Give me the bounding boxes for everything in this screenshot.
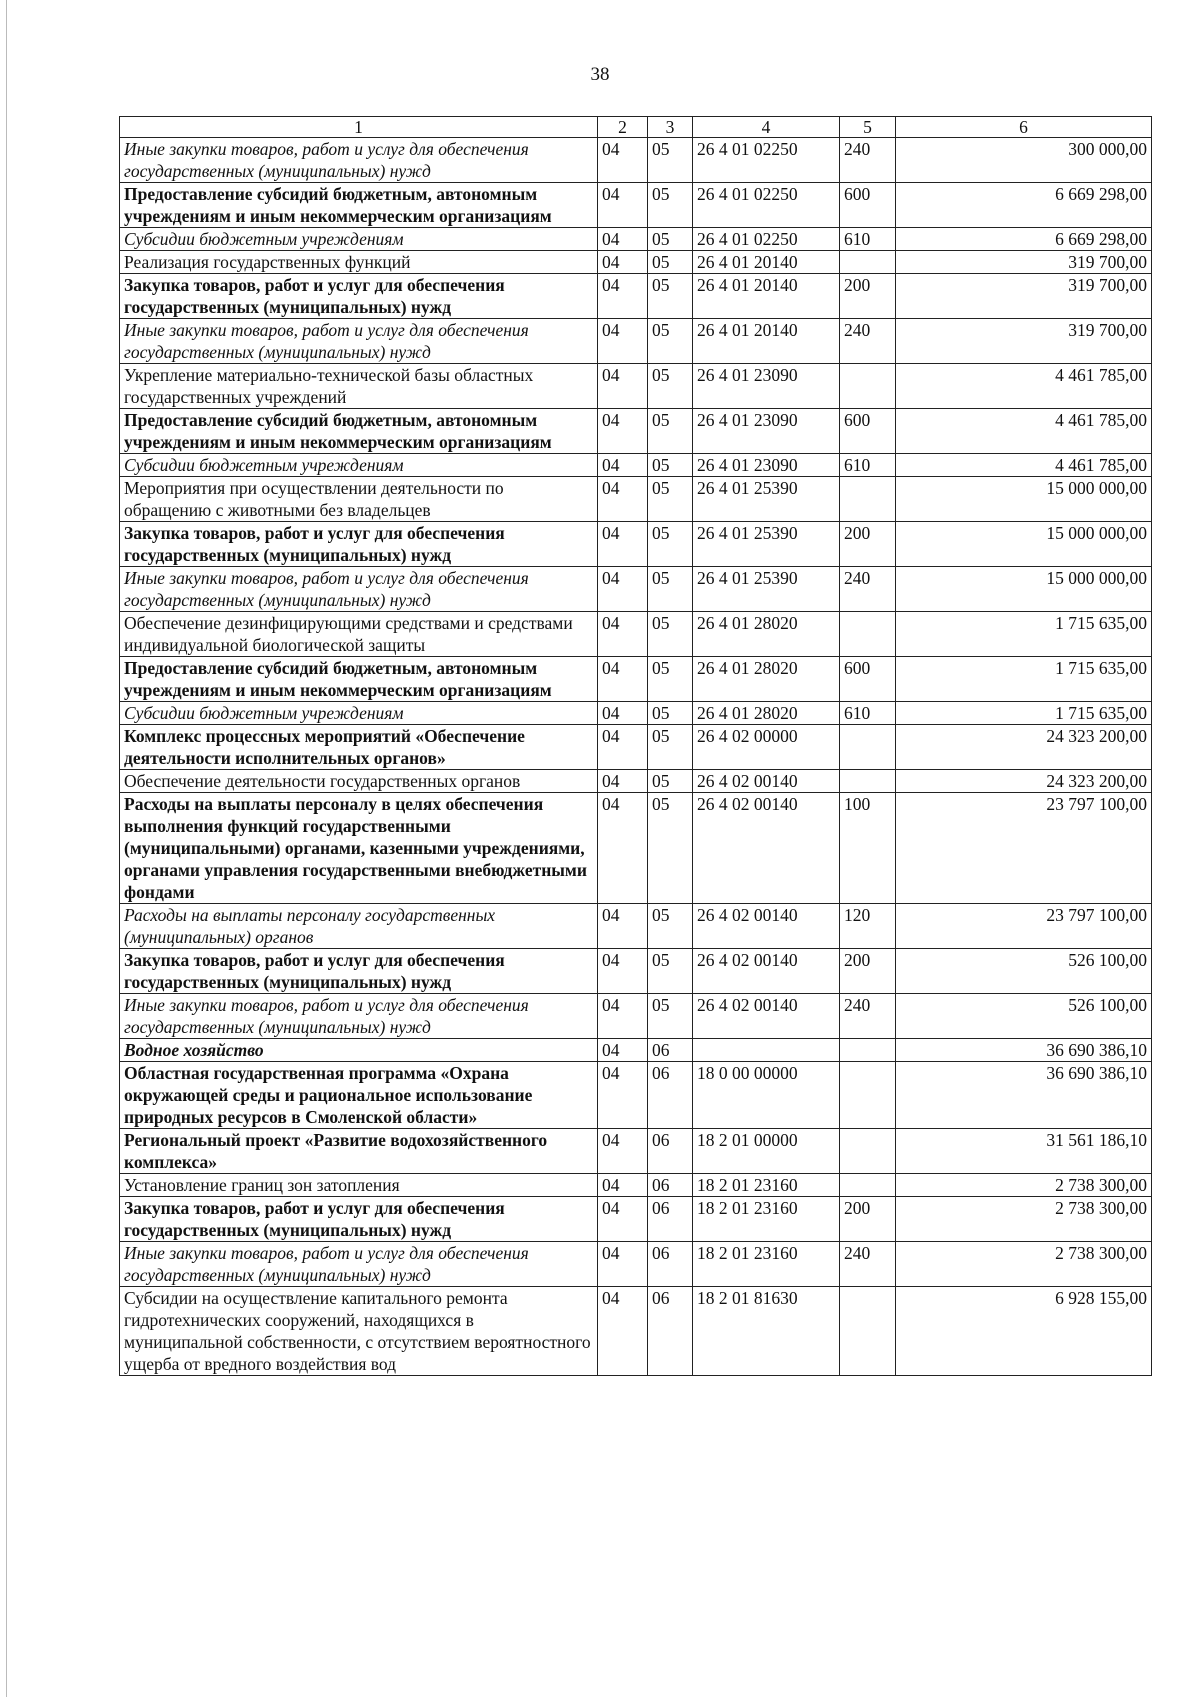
- row-subsection-cell: 06: [648, 1242, 693, 1287]
- row-section-cell: 04: [598, 228, 648, 251]
- row-amount-cell: 319 700,00: [896, 251, 1152, 274]
- row-name-cell: Предоставление субсидий бюджетным, автономным учреждениям и иным некоммерческим организациям: [120, 183, 598, 228]
- row-amount-cell: 6 669 298,00: [896, 228, 1152, 251]
- row-target-code-cell: 26 4 01 28020: [693, 702, 840, 725]
- row-amount-cell: 6 928 155,00: [896, 1287, 1152, 1376]
- row-name-cell: Обеспечение деятельности государственных органов: [120, 770, 598, 793]
- row-section-cell: 04: [598, 770, 648, 793]
- row-target-code-cell: [693, 1039, 840, 1062]
- row-subsection-cell: 05: [648, 228, 693, 251]
- row-section-cell: 04: [598, 454, 648, 477]
- row-section-cell: 04: [598, 274, 648, 319]
- row-expense-type-cell: 240: [840, 567, 896, 612]
- table-row: [120, 251, 1152, 274]
- row-section-cell: 04: [598, 1174, 648, 1197]
- row-subsection-cell: 05: [648, 364, 693, 409]
- row-name-cell: Закупка товаров, работ и услуг для обеспечения государственных (муниципальных) нужд: [120, 274, 598, 319]
- table-body: [120, 138, 1152, 1376]
- row-target-code-cell: 26 4 01 25390: [693, 477, 840, 522]
- row-subsection-cell: 06: [648, 1174, 693, 1197]
- row-amount-cell: 319 700,00: [896, 274, 1152, 319]
- row-name-cell: Расходы на выплаты персоналу государственных (муниципальных) органов: [120, 904, 598, 949]
- row-expense-type-cell: [840, 770, 896, 793]
- table-row: [120, 725, 1152, 770]
- row-name-cell: Региональный проект «Развитие водохозяйственного комплекса»: [120, 1129, 598, 1174]
- row-amount-cell: 526 100,00: [896, 994, 1152, 1039]
- header-col-6: 6: [896, 117, 1152, 138]
- row-amount-cell: 36 690 386,10: [896, 1062, 1152, 1129]
- row-target-code-cell: 18 2 01 00000: [693, 1129, 840, 1174]
- row-expense-type-cell: 200: [840, 949, 896, 994]
- table-row: [120, 477, 1152, 522]
- scan-edge-line: [6, 0, 7, 1697]
- row-section-cell: 04: [598, 364, 648, 409]
- row-subsection-cell: 05: [648, 319, 693, 364]
- row-expense-type-cell: [840, 1039, 896, 1062]
- row-name-cell: Иные закупки товаров, работ и услуг для обеспечения государственных (муниципальных) нужд: [120, 567, 598, 612]
- row-subsection-cell: 05: [648, 477, 693, 522]
- row-amount-cell: 23 797 100,00: [896, 904, 1152, 949]
- row-target-code-cell: 26 4 01 02250: [693, 183, 840, 228]
- row-target-code-cell: 26 4 01 20140: [693, 319, 840, 364]
- header-col-2: 2: [598, 117, 648, 138]
- row-section-cell: 04: [598, 567, 648, 612]
- table-row: [120, 364, 1152, 409]
- row-subsection-cell: 05: [648, 994, 693, 1039]
- row-expense-type-cell: 610: [840, 702, 896, 725]
- row-expense-type-cell: 600: [840, 183, 896, 228]
- table-row: [120, 409, 1152, 454]
- row-section-cell: 04: [598, 477, 648, 522]
- row-subsection-cell: 06: [648, 1129, 693, 1174]
- row-expense-type-cell: 600: [840, 409, 896, 454]
- row-section-cell: 04: [598, 1062, 648, 1129]
- row-subsection-cell: 06: [648, 1287, 693, 1376]
- table-row: [120, 949, 1152, 994]
- row-section-cell: 04: [598, 904, 648, 949]
- row-amount-cell: 31 561 186,10: [896, 1129, 1152, 1174]
- row-target-code-cell: 26 4 02 00140: [693, 994, 840, 1039]
- row-target-code-cell: 18 2 01 81630: [693, 1287, 840, 1376]
- row-section-cell: 04: [598, 1197, 648, 1242]
- header-col-1: 1: [120, 117, 598, 138]
- table-row: [120, 612, 1152, 657]
- row-amount-cell: 15 000 000,00: [896, 567, 1152, 612]
- table-header: [120, 117, 1152, 138]
- row-section-cell: 04: [598, 994, 648, 1039]
- table-row: [120, 454, 1152, 477]
- row-target-code-cell: 18 0 00 00000: [693, 1062, 840, 1129]
- row-name-cell: Реализация государственных функций: [120, 251, 598, 274]
- row-amount-cell: 15 000 000,00: [896, 522, 1152, 567]
- row-amount-cell: 6 669 298,00: [896, 183, 1152, 228]
- row-subsection-cell: 05: [648, 567, 693, 612]
- row-section-cell: 04: [598, 702, 648, 725]
- row-subsection-cell: 05: [648, 904, 693, 949]
- page-number: 38: [590, 64, 610, 85]
- row-section-cell: 04: [598, 612, 648, 657]
- row-name-cell: Иные закупки товаров, работ и услуг для обеспечения государственных (муниципальных) нужд: [120, 138, 598, 183]
- row-name-cell: Субсидии бюджетным учреждениям: [120, 702, 598, 725]
- row-expense-type-cell: [840, 477, 896, 522]
- row-section-cell: 04: [598, 793, 648, 904]
- row-subsection-cell: 05: [648, 657, 693, 702]
- row-expense-type-cell: 240: [840, 138, 896, 183]
- row-subsection-cell: 05: [648, 793, 693, 904]
- table-row: [120, 274, 1152, 319]
- row-target-code-cell: 26 4 02 00140: [693, 904, 840, 949]
- row-subsection-cell: 05: [648, 725, 693, 770]
- row-section-cell: 04: [598, 251, 648, 274]
- row-expense-type-cell: [840, 612, 896, 657]
- row-subsection-cell: 06: [648, 1197, 693, 1242]
- row-subsection-cell: 05: [648, 522, 693, 567]
- row-expense-type-cell: [840, 1287, 896, 1376]
- row-name-cell: Субсидии на осуществление капитального ремонта гидротехнических сооружений, находящихся в муниципальной собственности, с отсутствием вероятностного ущерба от вредного воздействия вод: [120, 1287, 598, 1376]
- row-expense-type-cell: 120: [840, 904, 896, 949]
- row-section-cell: 04: [598, 319, 648, 364]
- row-name-cell: Предоставление субсидий бюджетным, автономным учреждениям и иным некоммерческим организациям: [120, 657, 598, 702]
- row-target-code-cell: 26 4 01 25390: [693, 567, 840, 612]
- row-expense-type-cell: [840, 251, 896, 274]
- row-expense-type-cell: 610: [840, 228, 896, 251]
- row-amount-cell: 15 000 000,00: [896, 477, 1152, 522]
- header-col-3: 3: [648, 117, 693, 138]
- row-section-cell: 04: [598, 183, 648, 228]
- row-amount-cell: 2 738 300,00: [896, 1197, 1152, 1242]
- row-target-code-cell: 18 2 01 23160: [693, 1242, 840, 1287]
- row-section-cell: 04: [598, 138, 648, 183]
- row-subsection-cell: 05: [648, 454, 693, 477]
- row-amount-cell: 24 323 200,00: [896, 725, 1152, 770]
- row-expense-type-cell: 200: [840, 274, 896, 319]
- table-row: [120, 522, 1152, 567]
- row-expense-type-cell: [840, 364, 896, 409]
- row-subsection-cell: 05: [648, 612, 693, 657]
- table-row: [120, 793, 1152, 904]
- row-name-cell: Субсидии бюджетным учреждениям: [120, 228, 598, 251]
- row-amount-cell: 319 700,00: [896, 319, 1152, 364]
- row-subsection-cell: 05: [648, 274, 693, 319]
- table-row: [120, 657, 1152, 702]
- row-name-cell: Водное хозяйство: [120, 1039, 598, 1062]
- row-section-cell: 04: [598, 725, 648, 770]
- header-col-5: 5: [840, 117, 896, 138]
- row-amount-cell: 4 461 785,00: [896, 409, 1152, 454]
- row-subsection-cell: 05: [648, 138, 693, 183]
- row-subsection-cell: 05: [648, 251, 693, 274]
- row-target-code-cell: 26 4 01 23090: [693, 409, 840, 454]
- row-name-cell: Предоставление субсидий бюджетным, автономным учреждениям и иным некоммерческим организациям: [120, 409, 598, 454]
- table-row: [120, 319, 1152, 364]
- row-name-cell: Закупка товаров, работ и услуг для обеспечения государственных (муниципальных) нужд: [120, 949, 598, 994]
- row-subsection-cell: 05: [648, 770, 693, 793]
- row-section-cell: 04: [598, 409, 648, 454]
- row-name-cell: Закупка товаров, работ и услуг для обеспечения государственных (муниципальных) нужд: [120, 522, 598, 567]
- row-name-cell: Иные закупки товаров, работ и услуг для обеспечения государственных (муниципальных) нужд: [120, 319, 598, 364]
- row-target-code-cell: 18 2 01 23160: [693, 1197, 840, 1242]
- row-expense-type-cell: 240: [840, 1242, 896, 1287]
- row-section-cell: 04: [598, 1242, 648, 1287]
- row-amount-cell: 2 738 300,00: [896, 1242, 1152, 1287]
- header-col-4: 4: [693, 117, 840, 138]
- table-row: [120, 702, 1152, 725]
- table-row: [120, 183, 1152, 228]
- row-target-code-cell: 26 4 02 00000: [693, 725, 840, 770]
- table-row: [120, 770, 1152, 793]
- row-amount-cell: 1 715 635,00: [896, 612, 1152, 657]
- table-row: [120, 1287, 1152, 1376]
- table-row: [120, 1197, 1152, 1242]
- row-target-code-cell: 26 4 01 02250: [693, 138, 840, 183]
- row-name-cell: Обеспечение дезинфицирующими средствами и средствами индивидуальной биологической защиты: [120, 612, 598, 657]
- row-target-code-cell: 26 4 01 02250: [693, 228, 840, 251]
- row-target-code-cell: 26 4 01 23090: [693, 454, 840, 477]
- table-row: [120, 1039, 1152, 1062]
- row-name-cell: Расходы на выплаты персоналу в целях обеспечения выполнения функций государственными (муниципальными) органами, казенными учреждениями, органами управления государственными внебюджетными фондами: [120, 793, 598, 904]
- row-name-cell: Субсидии бюджетным учреждениям: [120, 454, 598, 477]
- row-subsection-cell: 05: [648, 409, 693, 454]
- row-amount-cell: 4 461 785,00: [896, 364, 1152, 409]
- row-amount-cell: 300 000,00: [896, 138, 1152, 183]
- row-expense-type-cell: [840, 1174, 896, 1197]
- table-row: [120, 1242, 1152, 1287]
- row-target-code-cell: 26 4 02 00140: [693, 793, 840, 904]
- row-amount-cell: 526 100,00: [896, 949, 1152, 994]
- row-expense-type-cell: 240: [840, 994, 896, 1039]
- row-target-code-cell: 26 4 01 23090: [693, 364, 840, 409]
- row-target-code-cell: 26 4 01 28020: [693, 612, 840, 657]
- row-subsection-cell: 06: [648, 1039, 693, 1062]
- row-expense-type-cell: 200: [840, 522, 896, 567]
- row-target-code-cell: 26 4 01 20140: [693, 274, 840, 319]
- table-row: [120, 138, 1152, 183]
- row-name-cell: Закупка товаров, работ и услуг для обеспечения государственных (муниципальных) нужд: [120, 1197, 598, 1242]
- row-amount-cell: 23 797 100,00: [896, 793, 1152, 904]
- table-row: [120, 904, 1152, 949]
- table-row: [120, 1174, 1152, 1197]
- row-section-cell: 04: [598, 1129, 648, 1174]
- header-row: [120, 117, 1152, 138]
- row-name-cell: Укрепление материально-технической базы областных государственных учреждений: [120, 364, 598, 409]
- row-target-code-cell: 26 4 01 20140: [693, 251, 840, 274]
- row-expense-type-cell: 100: [840, 793, 896, 904]
- row-name-cell: Иные закупки товаров, работ и услуг для обеспечения государственных (муниципальных) нужд: [120, 994, 598, 1039]
- row-target-code-cell: 26 4 02 00140: [693, 949, 840, 994]
- row-name-cell: Областная государственная программа «Охрана окружающей среды и рациональное использование природных ресурсов в Смоленской области»: [120, 1062, 598, 1129]
- row-subsection-cell: 05: [648, 702, 693, 725]
- row-amount-cell: 1 715 635,00: [896, 702, 1152, 725]
- row-section-cell: 04: [598, 657, 648, 702]
- row-name-cell: Установление границ зон затопления: [120, 1174, 598, 1197]
- row-amount-cell: 2 738 300,00: [896, 1174, 1152, 1197]
- row-amount-cell: 24 323 200,00: [896, 770, 1152, 793]
- row-expense-type-cell: [840, 1062, 896, 1129]
- row-section-cell: 04: [598, 1287, 648, 1376]
- row-target-code-cell: 26 4 01 28020: [693, 657, 840, 702]
- table-row: [120, 994, 1152, 1039]
- row-expense-type-cell: 200: [840, 1197, 896, 1242]
- row-subsection-cell: 05: [648, 183, 693, 228]
- row-amount-cell: 4 461 785,00: [896, 454, 1152, 477]
- row-expense-type-cell: [840, 725, 896, 770]
- row-target-code-cell: 26 4 01 25390: [693, 522, 840, 567]
- table-row: [120, 1062, 1152, 1129]
- table-row: [120, 567, 1152, 612]
- row-target-code-cell: 18 2 01 23160: [693, 1174, 840, 1197]
- row-subsection-cell: 05: [648, 949, 693, 994]
- row-section-cell: 04: [598, 522, 648, 567]
- row-section-cell: 04: [598, 949, 648, 994]
- table-row: [120, 1129, 1152, 1174]
- row-subsection-cell: 06: [648, 1062, 693, 1129]
- row-amount-cell: 36 690 386,10: [896, 1039, 1152, 1062]
- budget-table: [119, 116, 1152, 1376]
- row-name-cell: Комплекс процессных мероприятий «Обеспечение деятельности исполнительных органов»: [120, 725, 598, 770]
- row-expense-type-cell: [840, 1129, 896, 1174]
- row-expense-type-cell: 610: [840, 454, 896, 477]
- table-row: [120, 228, 1152, 251]
- row-amount-cell: 1 715 635,00: [896, 657, 1152, 702]
- row-expense-type-cell: 600: [840, 657, 896, 702]
- row-section-cell: 04: [598, 1039, 648, 1062]
- row-name-cell: Мероприятия при осуществлении деятельности по обращению с животными без владельцев: [120, 477, 598, 522]
- row-name-cell: Иные закупки товаров, работ и услуг для обеспечения государственных (муниципальных) нужд: [120, 1242, 598, 1287]
- row-expense-type-cell: 240: [840, 319, 896, 364]
- row-target-code-cell: 26 4 02 00140: [693, 770, 840, 793]
